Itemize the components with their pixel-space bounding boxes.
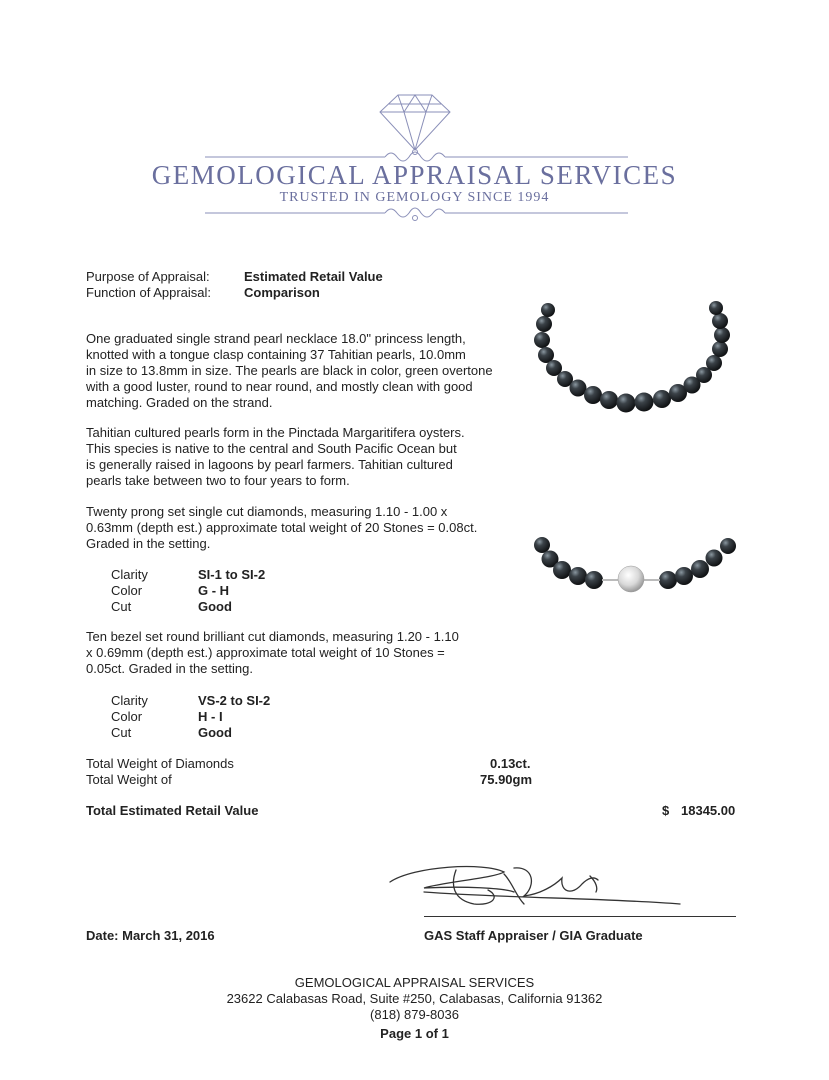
grade-value-color: G - H	[198, 583, 230, 598]
description-line: with a good luster, round to near round, and mostly clean with good	[86, 379, 473, 394]
diamonds-2-description	[86, 629, 459, 677]
appraisal-date: Date: March 31, 2016	[86, 928, 215, 943]
grade-value-cut: Good	[198, 599, 232, 614]
page-number: Page 1 of 1	[380, 1026, 449, 1041]
signature-icon	[384, 852, 684, 916]
diamonds-1-description	[86, 504, 477, 552]
function-value: Comparison	[244, 285, 320, 300]
grade-label-color: Color	[111, 709, 143, 724]
grade-value-cut: Good	[198, 725, 232, 740]
description-line: One graduated single strand pearl necklace 18.0" princess length,	[86, 331, 466, 346]
total-retail-value: 18345.00	[681, 803, 736, 818]
footer-phone: (818) 879-8036	[370, 1007, 459, 1022]
grade-label-color: Color	[111, 583, 143, 598]
diamond-line: Graded in the setting.	[86, 536, 211, 551]
total-weight-value: 75.90gm	[480, 772, 533, 787]
signature-line	[424, 916, 736, 917]
function-label: Function of Appraisal:	[86, 285, 212, 300]
info-line: is generally raised in lagoons by pearl farmers. Tahitian cultured	[86, 457, 453, 472]
pearl-clasp-photo	[532, 535, 740, 599]
pearl-clasp-icon	[532, 535, 740, 599]
grade-value-color: H - I	[198, 709, 223, 724]
grade-label-clarity: Clarity	[111, 567, 148, 582]
footer-address: 23622 Calabasas Road, Suite #250, Calabasas, California 91362	[226, 991, 603, 1006]
diamond-line: 0.63mm (depth est.) approximate total weight of 20 Stones = 0.08ct.	[86, 520, 478, 535]
signature	[384, 852, 684, 916]
grade-label-cut: Cut	[111, 725, 132, 740]
description-line: knotted with a tongue clasp containing 37 Tahitian pearls, 10.0mm	[86, 347, 466, 362]
currency-symbol: $	[662, 803, 670, 818]
company-name: GEMOLOGICAL APPRAISAL SERVICES	[151, 160, 678, 190]
company-tagline: TRUSTED IN GEMOLOGY SINCE 1994	[279, 190, 550, 205]
grade-value-clarity: VS-2 to SI-2	[198, 693, 271, 708]
total-weight-label: Total Weight of	[86, 772, 172, 787]
info-line: pearls take between two to four years to form.	[86, 473, 350, 488]
tahitian-info	[86, 425, 465, 489]
diamond-line: 0.05ct. Graded in the setting.	[86, 661, 253, 676]
appraiser-title: GAS Staff Appraiser / GIA Graduate	[424, 928, 643, 943]
item-description	[86, 331, 493, 411]
total-diamond-weight-label: Total Weight of Diamonds	[86, 756, 234, 771]
description-line: matching. Graded on the strand.	[86, 395, 273, 410]
total-retail-label: Total Estimated Retail Value	[86, 803, 259, 818]
purpose-label: Purpose of Appraisal:	[86, 269, 210, 284]
description-line: in size to 13.8mm in size. The pearls are black in color, green overtone	[86, 363, 493, 378]
diamond-line: Ten bezel set round brilliant cut diamonds, measuring 1.20 - 1.10	[86, 629, 459, 644]
info-line: Tahitian cultured pearls form in the Pinctada Margaritifera oysters.	[86, 425, 465, 440]
diamond-line: x 0.69mm (depth est.) approximate total weight of 10 Stones =	[86, 645, 445, 660]
pearl-strand-icon	[526, 296, 744, 426]
grade-value-clarity: SI-1 to SI-2	[198, 567, 266, 582]
pearl-necklace-photo	[526, 296, 744, 426]
purpose-value: Estimated Retail Value	[244, 269, 383, 284]
info-line: This species is native to the central and South Pacific Ocean but	[86, 441, 457, 456]
grade-label-cut: Cut	[111, 599, 132, 614]
footer-company: GEMOLOGICAL APPRAISAL SERVICES	[294, 975, 535, 990]
diamond-line: Twenty prong set single cut diamonds, measuring 1.10 - 1.00 x	[86, 504, 448, 519]
grade-label-clarity: Clarity	[111, 693, 148, 708]
total-diamond-weight-value: 0.13ct.	[490, 756, 531, 771]
